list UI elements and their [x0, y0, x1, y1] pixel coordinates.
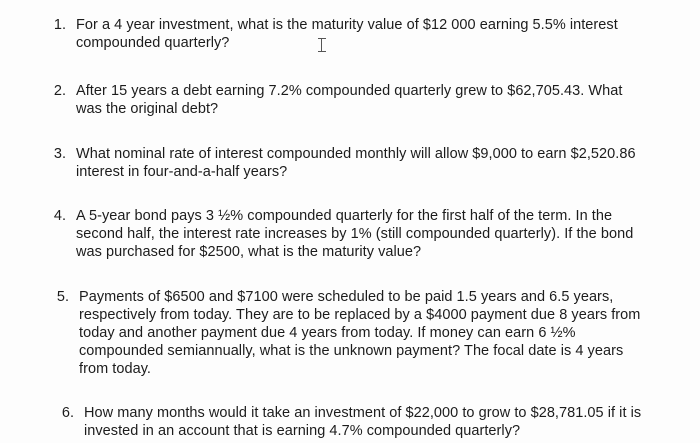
problem-number: 6.: [61, 405, 74, 421]
problem-line: What nominal rate of interest compounded monthly will allow $9,000 to earn $2,520.86: [76, 146, 636, 162]
text-cursor-icon: [317, 36, 327, 54]
problem-text: [76, 207, 633, 261]
problem-line: After 15 years a debt earning 7.2% compounded quarterly grew to $62,705.43. What: [76, 83, 623, 99]
problem-line: How many months would it take an investment of $22,000 to grow to $28,781.05 if it is: [84, 405, 642, 421]
problem-text: [84, 404, 641, 440]
problem-line: today and another payment due 4 years from today. If money can earn 6 ½%: [79, 325, 576, 341]
problem-line: was the original debt?: [76, 101, 219, 117]
problem-number: 1.: [53, 17, 66, 33]
problem-line: invested in an account that is earning 4.7% compounded quarterly?: [84, 423, 521, 439]
problem-line: A 5-year bond pays 3 ½% compounded quarterly for the first half of the term. In the: [76, 208, 613, 224]
problem-number: 5.: [56, 289, 69, 305]
problem-text: [76, 16, 618, 52]
problem-line: Payments of $6500 and $7100 were scheduled to be paid 1.5 years and 6.5 years,: [79, 289, 614, 305]
problem-line: from today.: [79, 361, 152, 377]
problem-line: compounded semiannually, what is the unknown payment? The focal date is 4 years: [79, 343, 624, 359]
problem-number: 3.: [53, 146, 66, 162]
problem-line: was purchased for $2500, what is the maturity value?: [76, 244, 422, 260]
problem-line: For a 4 year investment, what is the maturity value of $12 000 earning 5.5% interest: [76, 17, 618, 33]
problem-line: compounded quarterly?: [76, 35, 230, 51]
problem-number: 2.: [53, 83, 66, 99]
problem-number: 4.: [53, 208, 66, 224]
problem-text: [76, 82, 622, 118]
problem-text: [79, 288, 640, 378]
problem-line: respectively from today. They are to be replaced by a $4000 payment due 8 years from: [79, 307, 641, 323]
problem-line: second half, the interest rate increases by 1% (still compounded quarterly). If the bond: [76, 226, 634, 242]
problem-line: interest in four-and-a-half years?: [76, 164, 288, 180]
problem-text: [76, 145, 636, 181]
